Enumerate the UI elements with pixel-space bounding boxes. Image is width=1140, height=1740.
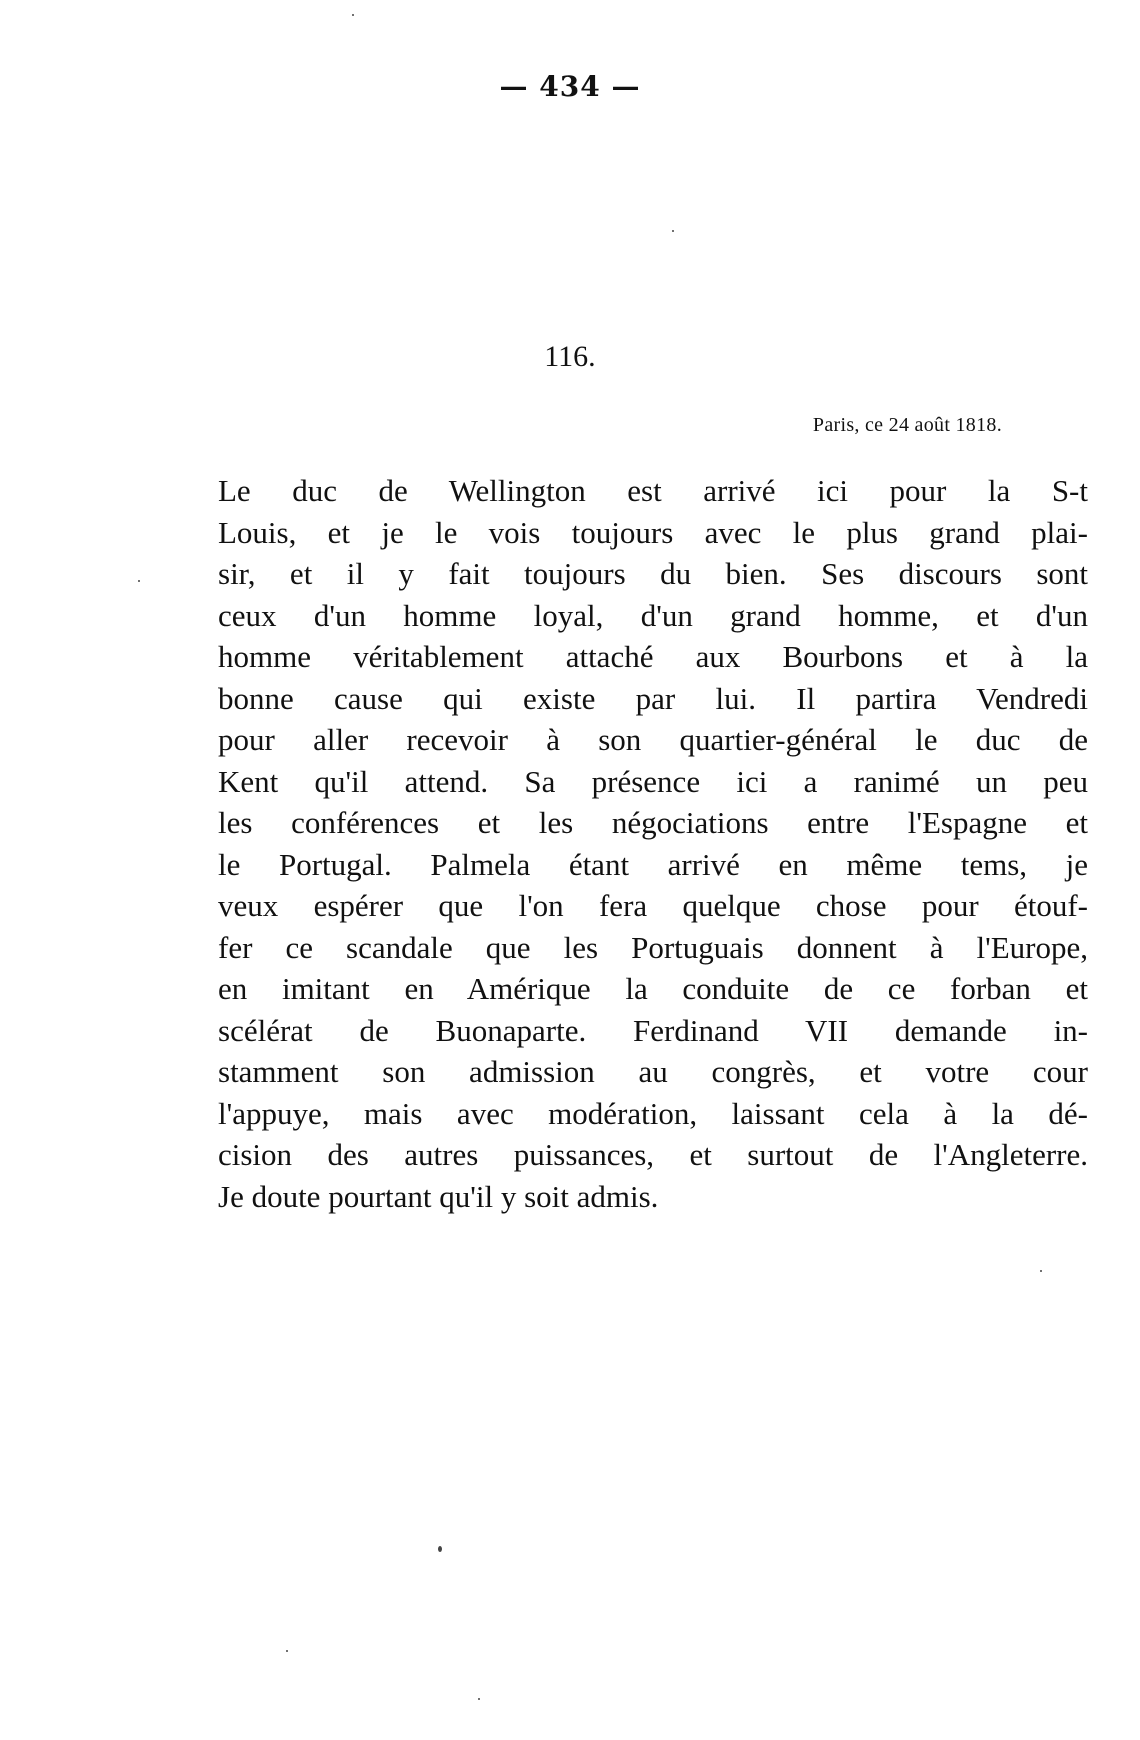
body-line: en imitant en Amérique la conduite de ce forban et [218, 971, 1088, 1006]
body-line: bonne cause qui existe par lui. Il partira Vendredi [218, 680, 1088, 716]
letter-number: 116. [544, 340, 596, 373]
scan-speck [1040, 1270, 1042, 1272]
body-line: veux espérer que l'on fera quelque chose pour étouf- [218, 888, 1088, 923]
dateline: Paris, ce 24 août 1818. [812, 414, 1002, 436]
body-line: homme véritablement attaché aux Bourbons et à la [218, 639, 1088, 674]
scan-speck [478, 1698, 480, 1700]
scan-speck [138, 580, 140, 582]
body-line: sir, et il y fait toujours du bien. Ses discours sont [218, 556, 1088, 591]
body-line: l'appuye, mais avec modération, laissant cela à la dé- [218, 1095, 1088, 1131]
body-line: Louis, et je le vois toujours avec le plus grand plai- [218, 514, 1088, 550]
body-line: fer ce scandale que les Portuguais donnent à l'Europe, [218, 929, 1088, 965]
body-line: stamment son admission au congrès, et votre cour [218, 1054, 1088, 1089]
scan-speck [286, 1650, 288, 1652]
scan-speck [438, 1546, 442, 1552]
body-line: Je doute pourtant qu'il y soit admis. [218, 1178, 659, 1214]
scan-speck [672, 230, 674, 232]
page-number-header: — 434 — [499, 70, 641, 103]
letter-body [218, 470, 1088, 1217]
body-line: Le duc de Wellington est arrivé ici pour la S-t [218, 473, 1088, 508]
body-line: ceux d'un homme loyal, d'un grand homme, et d'un [218, 597, 1088, 633]
body-line: pour aller recevoir à son quartier-général le duc de [218, 722, 1088, 757]
scan-speck [352, 14, 354, 16]
body-line: scélérat de Buonaparte. Ferdinand VII demande in- [218, 1012, 1088, 1048]
body-line: Kent qu'il attend. Sa présence ici a ranimé un peu [218, 763, 1088, 799]
body-line: cision des autres puissances, et surtout de l'Angleterre. [218, 1137, 1088, 1172]
body-line: le Portugal. Palmela étant arrivé en même tems, je [218, 846, 1088, 882]
body-line: les conférences et les négociations entre l'Espagne et [218, 805, 1088, 840]
